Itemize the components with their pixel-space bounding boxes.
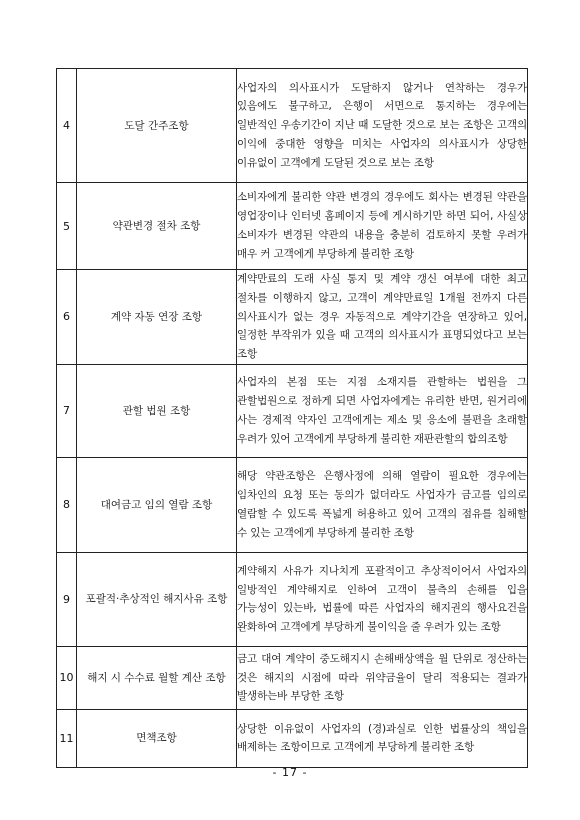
clause-title: 관할 법원 조항 (77, 364, 237, 457)
row-number: 4 (57, 69, 77, 183)
clause-title: 포괄적·추상적인 해지사유 조항 (77, 552, 237, 646)
row-number: 6 (57, 270, 77, 365)
clause-description: 금고 대여 계약이 중도해지시 손해배상액을 월 단위로 정산하는 것은 해지의 시점에 따라 위약금율이 달리 적용되는 결과가 발생하는바 부당한 조항 (237, 646, 528, 709)
table-row (57, 646, 528, 709)
row-number: 5 (57, 183, 77, 270)
terms-table (56, 68, 528, 768)
table-row (57, 183, 528, 270)
clause-title: 대여금고 임의 열람 조항 (77, 457, 237, 552)
table-row (57, 69, 528, 183)
row-number: 8 (57, 457, 77, 552)
clause-description: 해당 약관조항은 은행사정에 의해 열람이 필요한 경우에는 임차인의 요청 또는 동의가 없더라도 사업자가 금고를 임의로 열람할 수 있도록 폭넓게 허용하고 있어 고객의 점유를 침해할 수 있는 고객에게 부당하게 불리한 조항 (237, 457, 528, 552)
page-number: - 17 - (272, 766, 308, 779)
clause-description: 사업자의 본점 또는 지점 소재지를 관할하는 법원을 그 관할법원으로 정하게 되면 사업자에게는 유리한 반면, 원거리에 사는 경제적 약자인 고객에게는 제소 및 응소에 불편을 초래할 우려가 있어 고객에게 부당하게 불리한 재판관할의 합의조항 (237, 364, 528, 457)
row-number: 10 (57, 646, 77, 709)
clause-description: 계약해지 사유가 지나치게 포괄적이고 추상적이어서 사업자의 일방적인 계약해지로 인하여 고객이 불측의 손해를 입을 가능성이 있는바, 법률에 따른 사업자의 해지권의 행사요건을 완화하여 고객에게 부당하게 불이익을 줄 우려가 있는 조항 (237, 552, 528, 646)
table-row (57, 709, 528, 767)
clause-title: 계약 자동 연장 조항 (77, 270, 237, 365)
table-row (57, 270, 528, 365)
clause-description: 상당한 이유없이 사업자의 (경)과실로 인한 법률상의 책임을 배제하는 조항이므로 고객에게 부당하게 불리한 조항 (237, 709, 528, 767)
clause-title: 해지 시 수수료 월할 계산 조항 (77, 646, 237, 709)
table-row (57, 364, 528, 457)
clause-title: 도달 간주조항 (77, 69, 237, 183)
terms-table-body (57, 69, 528, 768)
row-number: 11 (57, 709, 77, 767)
clause-description: 사업자의 의사표시가 도달하지 않거나 연착하는 경우가 있음에도 불구하고, 은행이 서면으로 통지하는 경우에는 일반적인 우송기간이 지난 때 도달한 것으로 보는 조항은 고객의 이익에 중대한 영향을 미치는 사업자의 의사표시가 상당한 이유없이 고객에게 도달된 것으로 보는 조항 (237, 69, 528, 183)
clause-description: 계약만료의 도래 사실 통지 및 계약 갱신 여부에 대한 최고 절차를 이행하지 않고, 고객이 계약만료일 1개월 전까지 다른 의사표시가 없는 경우 자동적으로 계약기간을 연장하고 있어, 일정한 부작위가 있을 때 고객의 의사표시가 표명되었다고 보는 조항 (237, 270, 528, 365)
row-number: 7 (57, 364, 77, 457)
row-number: 9 (57, 552, 77, 646)
clause-description: 소비자에게 불리한 약관 변경의 경우에도 회사는 변경된 약관을 영업장이나 인터넷 홈페이지 등에 게시하기만 하면 되어, 사실상 소비자가 변경된 약관의 내용을 충분히 검토하지 못할 우려가 매우 커 고객에게 부당하게 불리한 조항 (237, 183, 528, 270)
clause-title: 약관변경 절차 조항 (77, 183, 237, 270)
clause-title: 면책조항 (77, 709, 237, 767)
table-row (57, 552, 528, 646)
table-row (57, 457, 528, 552)
